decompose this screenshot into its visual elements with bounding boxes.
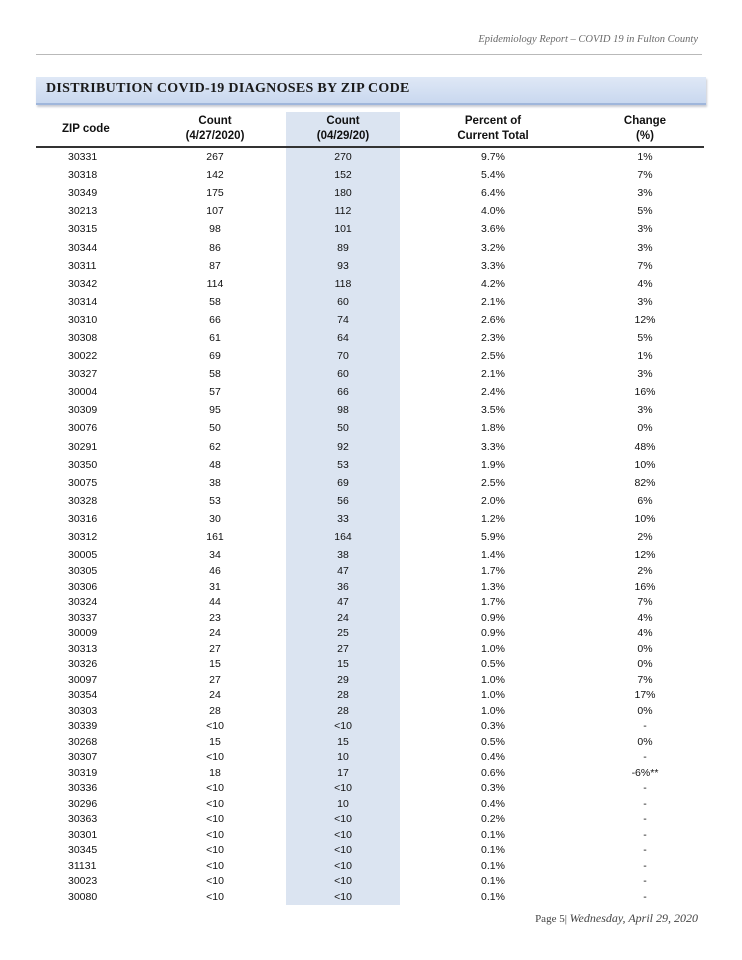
cell-percent: 3.2% xyxy=(481,241,505,254)
cell-count-4-27: <10 xyxy=(206,859,224,872)
cell-zip: 30305 xyxy=(68,565,98,578)
cell-change: 0% xyxy=(637,642,653,655)
table-row xyxy=(36,797,704,813)
cell-count-4-27: 86 xyxy=(209,241,221,254)
table-row xyxy=(36,828,704,844)
cell-percent: 0.6% xyxy=(481,766,505,779)
cell-count-04-29: 24 xyxy=(337,611,349,624)
cell-zip: 30331 xyxy=(68,151,98,164)
header-count-04-29: Count (04/29/20) xyxy=(286,112,400,147)
cell-count-4-27: <10 xyxy=(206,797,224,810)
cell-percent: 5.4% xyxy=(481,169,505,182)
cell-count-04-29: 25 xyxy=(337,627,349,640)
cell-change: 7% xyxy=(637,169,653,182)
table-row xyxy=(36,611,704,627)
cell-count-4-27: <10 xyxy=(206,875,224,888)
cell-count-4-27: 62 xyxy=(209,440,221,453)
cell-count-04-29: <10 xyxy=(334,828,352,841)
cell-change: - xyxy=(643,813,647,826)
table-row xyxy=(36,704,704,720)
cell-change: 7% xyxy=(637,673,653,686)
cell-zip: 30308 xyxy=(68,331,98,344)
cell-change: 1% xyxy=(637,350,653,363)
cell-change: - xyxy=(643,875,647,888)
cell-count-4-27: 142 xyxy=(206,169,224,182)
table-row xyxy=(36,238,704,256)
table-row xyxy=(36,781,704,797)
cell-change: - xyxy=(643,828,647,841)
cell-zip: 30097 xyxy=(68,673,98,686)
cell-count-04-29: 89 xyxy=(337,241,349,254)
header-divider xyxy=(36,54,702,55)
cell-zip: 30326 xyxy=(68,658,98,671)
cell-percent: 1.3% xyxy=(481,580,505,593)
cell-change: 16% xyxy=(634,580,656,593)
cell-zip: 30336 xyxy=(68,782,98,795)
table-row xyxy=(36,202,704,220)
cell-count-4-27: 53 xyxy=(209,494,221,507)
table-row xyxy=(36,293,704,311)
cell-zip: 30350 xyxy=(68,458,98,471)
table-row xyxy=(36,812,704,828)
table-row xyxy=(36,688,704,704)
cell-percent: 0.4% xyxy=(481,751,505,764)
cell-change: 12% xyxy=(634,313,656,326)
cell-zip: 30004 xyxy=(68,386,98,399)
cell-zip: 30009 xyxy=(68,627,98,640)
cell-count-04-29: 10 xyxy=(337,797,349,810)
cell-count-04-29: 56 xyxy=(337,494,349,507)
cell-percent: 9.7% xyxy=(481,151,505,164)
cell-change: 7% xyxy=(637,596,653,609)
cell-zip: 30342 xyxy=(68,277,98,290)
cell-zip: 30309 xyxy=(68,404,98,417)
cell-percent: 4.0% xyxy=(481,205,505,218)
cell-count-04-29: 93 xyxy=(337,259,349,272)
page-number: Page 5| xyxy=(535,913,567,925)
cell-count-04-29: 53 xyxy=(337,458,349,471)
cell-count-04-29: <10 xyxy=(334,720,352,733)
cell-percent: 1.0% xyxy=(481,642,505,655)
cell-change: 3% xyxy=(637,404,653,417)
cell-count-4-27: 34 xyxy=(209,549,221,562)
cell-count-04-29: 15 xyxy=(337,658,349,671)
cell-zip: 30314 xyxy=(68,295,98,308)
cell-change: - xyxy=(643,859,647,872)
cell-change: 0% xyxy=(637,422,653,435)
table-row xyxy=(36,492,704,510)
cell-count-4-27: 27 xyxy=(209,673,221,686)
cell-percent: 2.6% xyxy=(481,313,505,326)
cell-count-04-29: 118 xyxy=(334,277,352,290)
cell-zip: 30023 xyxy=(68,875,98,888)
cell-percent: 5.9% xyxy=(481,531,505,544)
header-change: Change (%) xyxy=(586,112,704,147)
cell-percent: 0.1% xyxy=(481,859,505,872)
cell-count-04-29: 15 xyxy=(337,735,349,748)
table-row xyxy=(36,383,704,401)
cell-count-04-29: 112 xyxy=(334,205,352,218)
cell-zip: 30349 xyxy=(68,187,98,200)
cell-zip: 30310 xyxy=(68,313,98,326)
cell-change: 3% xyxy=(637,187,653,200)
table-row xyxy=(36,311,704,329)
cell-count-04-29: 70 xyxy=(337,350,349,363)
table-row xyxy=(36,456,704,474)
cell-zip: 30312 xyxy=(68,531,98,544)
cell-count-4-27: 15 xyxy=(209,735,221,748)
cell-change: 82% xyxy=(634,476,656,489)
cell-change: - xyxy=(643,720,647,733)
cell-percent: 0.1% xyxy=(481,844,505,857)
cell-count-04-29: <10 xyxy=(334,890,352,903)
cell-count-04-29: 28 xyxy=(337,704,349,717)
cell-count-04-29: <10 xyxy=(334,844,352,857)
cell-count-4-27: 31 xyxy=(209,580,221,593)
cell-zip: 30327 xyxy=(68,368,98,381)
section-banner xyxy=(36,77,706,105)
cell-count-04-29: <10 xyxy=(334,859,352,872)
table-row xyxy=(36,147,704,166)
cell-change: 48% xyxy=(634,440,656,453)
zip-distribution-table xyxy=(36,112,704,905)
cell-percent: 0.1% xyxy=(481,890,505,903)
cell-zip: 30307 xyxy=(68,751,98,764)
cell-change: 0% xyxy=(637,735,653,748)
cell-count-04-29: 47 xyxy=(337,565,349,578)
cell-change: 3% xyxy=(637,223,653,236)
cell-change: 0% xyxy=(637,704,653,717)
cell-percent: 3.5% xyxy=(481,404,505,417)
table-row xyxy=(36,735,704,751)
table-row xyxy=(36,546,704,564)
cell-count-4-27: 58 xyxy=(209,295,221,308)
cell-count-04-29: 29 xyxy=(337,673,349,686)
cell-count-4-27: <10 xyxy=(206,751,224,764)
cell-count-04-29: 152 xyxy=(334,169,352,182)
cell-count-4-27: <10 xyxy=(206,844,224,857)
cell-zip: 30301 xyxy=(68,828,98,841)
table-row xyxy=(36,365,704,383)
cell-zip: 30316 xyxy=(68,512,98,525)
table-row xyxy=(36,220,704,238)
cell-count-4-27: 107 xyxy=(206,205,224,218)
cell-count-4-27: <10 xyxy=(206,828,224,841)
cell-percent: 1.0% xyxy=(481,689,505,702)
cell-count-4-27: 267 xyxy=(206,151,224,164)
cell-count-04-29: 47 xyxy=(337,596,349,609)
cell-count-4-27: 24 xyxy=(209,689,221,702)
header-count-4-27: Count (4/27/2020) xyxy=(144,112,286,147)
table-row xyxy=(36,595,704,611)
cell-percent: 1.8% xyxy=(481,422,505,435)
table-row xyxy=(36,580,704,596)
cell-change: 0% xyxy=(637,658,653,671)
cell-change: 2% xyxy=(637,531,653,544)
cell-count-4-27: 24 xyxy=(209,627,221,640)
cell-zip: 30344 xyxy=(68,241,98,254)
cell-count-04-29: 17 xyxy=(337,766,349,779)
table-row xyxy=(36,510,704,528)
cell-count-4-27: 27 xyxy=(209,642,221,655)
cell-percent: 1.0% xyxy=(481,704,505,717)
cell-percent: 1.4% xyxy=(481,549,505,562)
table-row xyxy=(36,166,704,184)
cell-count-04-29: <10 xyxy=(334,875,352,888)
table-row xyxy=(36,347,704,365)
cell-change: 3% xyxy=(637,241,653,254)
cell-count-04-29: <10 xyxy=(334,813,352,826)
cell-change: 17% xyxy=(634,689,656,702)
cell-count-04-29: 64 xyxy=(337,331,349,344)
cell-count-04-29: 92 xyxy=(337,440,349,453)
cell-zip: 30075 xyxy=(68,476,98,489)
cell-zip: 31131 xyxy=(68,859,97,872)
cell-change: 16% xyxy=(634,386,656,399)
cell-percent: 0.5% xyxy=(481,658,505,671)
cell-percent: 0.9% xyxy=(481,627,505,640)
cell-count-4-27: 98 xyxy=(209,223,221,236)
cell-count-4-27: 15 xyxy=(209,658,221,671)
cell-count-04-29: 33 xyxy=(337,512,349,525)
cell-percent: 0.9% xyxy=(481,611,505,624)
table-row xyxy=(36,843,704,859)
cell-change: - xyxy=(643,782,647,795)
table-row xyxy=(36,890,704,906)
cell-zip: 30268 xyxy=(68,735,98,748)
cell-percent: 0.3% xyxy=(481,782,505,795)
cell-change: 3% xyxy=(637,295,653,308)
cell-count-4-27: 44 xyxy=(209,596,221,609)
cell-percent: 2.4% xyxy=(481,386,505,399)
cell-percent: 0.3% xyxy=(481,720,505,733)
cell-change: 2% xyxy=(637,565,653,578)
cell-count-04-29: 27 xyxy=(337,642,349,655)
cell-change: -6%** xyxy=(631,766,659,779)
cell-count-4-27: 114 xyxy=(206,277,224,290)
cell-count-4-27: <10 xyxy=(206,782,224,795)
table-row xyxy=(36,564,704,580)
table-row xyxy=(36,750,704,766)
table-row xyxy=(36,438,704,456)
cell-percent: 1.0% xyxy=(481,673,505,686)
table-row xyxy=(36,874,704,890)
cell-percent: 2.3% xyxy=(481,331,505,344)
cell-percent: 0.2% xyxy=(481,813,505,826)
cell-count-04-29: 60 xyxy=(337,368,349,381)
cell-count-4-27: 175 xyxy=(206,187,224,200)
cell-percent: 3.3% xyxy=(481,440,505,453)
cell-count-4-27: 23 xyxy=(209,611,221,624)
cell-zip: 30324 xyxy=(68,596,98,609)
cell-change: 3% xyxy=(637,368,653,381)
table-row xyxy=(36,257,704,275)
cell-zip: 30076 xyxy=(68,422,98,435)
table-row xyxy=(36,184,704,202)
cell-change: 4% xyxy=(637,277,653,290)
cell-zip: 30337 xyxy=(68,611,98,624)
section-title: DISTRIBUTION COVID-19 DIAGNOSES BY ZIP CODE xyxy=(46,81,410,96)
cell-change: 5% xyxy=(637,331,653,344)
header-percent: Percent of Current Total xyxy=(400,112,586,147)
cell-percent: 2.5% xyxy=(481,350,505,363)
cell-count-04-29: 98 xyxy=(337,404,349,417)
cell-percent: 6.4% xyxy=(481,187,505,200)
table-header-row xyxy=(36,112,704,147)
cell-count-4-27: 38 xyxy=(209,476,221,489)
cell-change: - xyxy=(643,890,647,903)
cell-percent: 2.1% xyxy=(481,295,505,308)
report-header: Epidemiology Report – COVID 19 in Fulton County xyxy=(478,34,698,45)
cell-count-4-27: 18 xyxy=(209,766,221,779)
cell-change: - xyxy=(643,751,647,764)
cell-change: 6% xyxy=(637,494,653,507)
cell-count-04-29: 50 xyxy=(337,422,349,435)
cell-change: 5% xyxy=(637,205,653,218)
cell-change: 7% xyxy=(637,259,653,272)
cell-zip: 30306 xyxy=(68,580,98,593)
cell-zip: 30315 xyxy=(68,223,98,236)
table-row xyxy=(36,401,704,419)
cell-zip: 30080 xyxy=(68,890,98,903)
cell-count-4-27: <10 xyxy=(206,813,224,826)
cell-count-04-29: <10 xyxy=(334,782,352,795)
cell-percent: 1.7% xyxy=(481,565,505,578)
cell-count-4-27: 61 xyxy=(209,331,221,344)
cell-count-4-27: <10 xyxy=(206,720,224,733)
cell-count-4-27: 57 xyxy=(209,386,221,399)
table-row xyxy=(36,329,704,347)
cell-count-4-27: 161 xyxy=(206,531,224,544)
cell-change: 4% xyxy=(637,627,653,640)
cell-count-04-29: 74 xyxy=(337,313,349,326)
cell-percent: 1.2% xyxy=(481,512,505,525)
cell-count-4-27: 95 xyxy=(209,404,221,417)
table-row xyxy=(36,474,704,492)
cell-count-04-29: 164 xyxy=(334,531,352,544)
cell-count-04-29: 36 xyxy=(337,580,349,593)
table-row xyxy=(36,419,704,437)
cell-zip: 30319 xyxy=(68,766,98,779)
table-row xyxy=(36,766,704,782)
cell-zip: 30318 xyxy=(68,169,98,182)
report-date: Wednesday, April 29, 2020 xyxy=(569,911,698,925)
cell-count-4-27: 48 xyxy=(209,458,221,471)
header-zip: ZIP code xyxy=(36,112,144,147)
cell-percent: 0.5% xyxy=(481,735,505,748)
cell-count-04-29: 101 xyxy=(334,223,352,236)
cell-count-04-29: 28 xyxy=(337,689,349,702)
cell-zip: 30303 xyxy=(68,704,98,717)
cell-zip: 30213 xyxy=(68,205,98,218)
cell-zip: 30022 xyxy=(68,350,98,363)
cell-count-4-27: <10 xyxy=(206,890,224,903)
cell-count-04-29: 60 xyxy=(337,295,349,308)
cell-count-04-29: 270 xyxy=(334,151,352,164)
cell-percent: 0.1% xyxy=(481,828,505,841)
table-row xyxy=(36,673,704,689)
cell-zip: 30005 xyxy=(68,549,98,562)
cell-zip: 30354 xyxy=(68,689,98,702)
page-footer xyxy=(535,911,698,926)
cell-percent: 2.1% xyxy=(481,368,505,381)
cell-change: 12% xyxy=(634,549,656,562)
cell-zip: 30313 xyxy=(68,642,98,655)
cell-zip: 30311 xyxy=(68,259,97,272)
cell-count-4-27: 46 xyxy=(209,565,221,578)
cell-count-4-27: 58 xyxy=(209,368,221,381)
table-row xyxy=(36,719,704,735)
cell-zip: 30328 xyxy=(68,494,98,507)
cell-change: 4% xyxy=(637,611,653,624)
cell-count-04-29: 10 xyxy=(337,751,349,764)
cell-count-4-27: 66 xyxy=(209,313,221,326)
table-row xyxy=(36,657,704,673)
cell-count-04-29: 69 xyxy=(337,476,349,489)
cell-count-4-27: 30 xyxy=(209,512,221,525)
table-row xyxy=(36,859,704,875)
cell-percent: 0.1% xyxy=(481,875,505,888)
table-row xyxy=(36,528,704,546)
cell-count-04-29: 38 xyxy=(337,549,349,562)
cell-count-4-27: 50 xyxy=(209,422,221,435)
cell-zip: 30345 xyxy=(68,844,98,857)
table-row xyxy=(36,642,704,658)
cell-percent: 2.5% xyxy=(481,476,505,489)
cell-percent: 0.4% xyxy=(481,797,505,810)
cell-count-4-27: 87 xyxy=(209,259,221,272)
cell-count-04-29: 180 xyxy=(334,187,352,200)
cell-zip: 30339 xyxy=(68,720,98,733)
cell-percent: 2.0% xyxy=(481,494,505,507)
cell-percent: 4.2% xyxy=(481,277,505,290)
table-row xyxy=(36,275,704,293)
cell-count-4-27: 28 xyxy=(209,704,221,717)
cell-count-4-27: 69 xyxy=(209,350,221,363)
cell-zip: 30291 xyxy=(68,440,98,453)
cell-change: - xyxy=(643,844,647,857)
cell-change: - xyxy=(643,797,647,810)
cell-percent: 3.6% xyxy=(481,223,505,236)
cell-zip: 30296 xyxy=(68,797,98,810)
table-row xyxy=(36,626,704,642)
table-body xyxy=(36,147,704,905)
cell-count-04-29: 66 xyxy=(337,386,349,399)
cell-change: 10% xyxy=(634,512,656,525)
cell-percent: 1.9% xyxy=(481,458,505,471)
cell-change: 1% xyxy=(637,151,653,164)
cell-change: 10% xyxy=(634,458,656,471)
cell-percent: 3.3% xyxy=(481,259,505,272)
cell-zip: 30363 xyxy=(68,813,98,826)
cell-percent: 1.7% xyxy=(481,596,505,609)
